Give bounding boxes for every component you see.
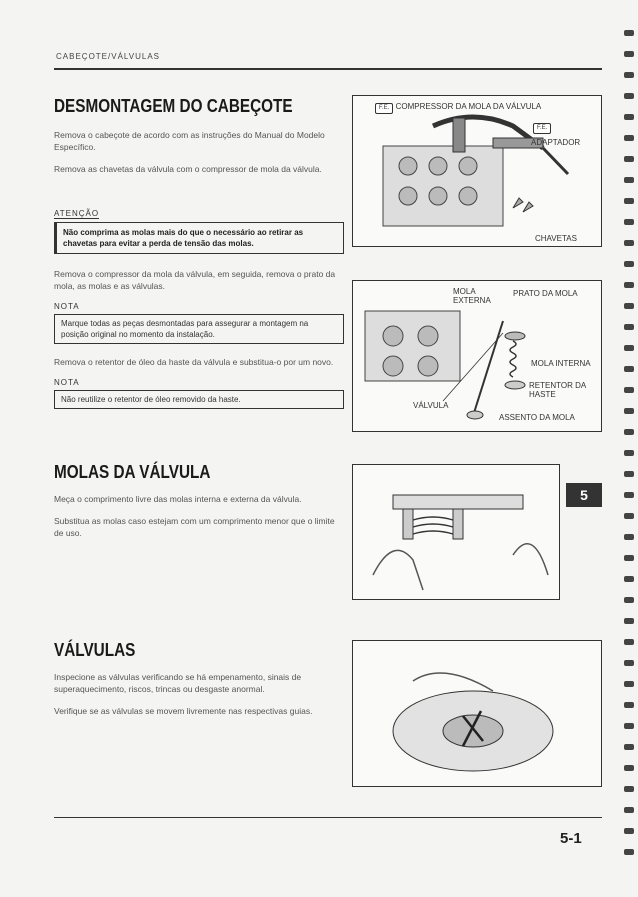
figure-spring-measurement (352, 464, 560, 600)
label-stem-seal: RETENTOR DA HASTE (529, 381, 586, 399)
note-label: NOTA (54, 302, 80, 311)
header-rule (54, 68, 602, 70)
binder-hole (624, 660, 634, 666)
section-valves (54, 640, 344, 727)
binder-hole (624, 219, 634, 225)
warning-label: ATENÇÃO (54, 209, 100, 218)
binder-edge (614, 0, 638, 897)
binder-hole (624, 534, 634, 540)
binder-hole (624, 450, 634, 456)
binder-hole (624, 30, 634, 36)
binder-hole (624, 387, 634, 393)
paragraph: Remova as chavetas da válvula com o compressor de mola da válvula. (54, 164, 322, 174)
section-valve-springs (54, 462, 344, 549)
fe-badge: F.E. (533, 123, 551, 134)
binder-hole (624, 93, 634, 99)
section-title: DESMONTAGEM DO CABEÇOTE (54, 96, 293, 116)
compressor-illustration (353, 96, 601, 246)
label-adapter: ADAPTADOR (531, 138, 581, 147)
binder-hole (624, 555, 634, 561)
binder-hole (624, 114, 634, 120)
label-inner-spring: MOLA INTERNA (531, 359, 591, 368)
binder-hole (624, 765, 634, 771)
binder-hole (624, 681, 634, 687)
binder-hole (624, 240, 634, 246)
label-spring-seat: ASSENTO DA MOLA (499, 413, 575, 422)
binder-hole (624, 261, 634, 267)
label-keys: CHAVETAS (535, 234, 577, 243)
binder-hole (624, 744, 634, 750)
paragraph: Verifique se as válvulas se movem livremente nas respectivas guias. (54, 706, 313, 716)
label-text: COMPRESSOR DA MOLA DA VÁLVULA (395, 102, 542, 111)
figure-valve-exploded (352, 280, 602, 432)
note-box: Marque todas as peças desmontadas para assegurar a montagem na posição original no momento da instalação. (54, 314, 344, 344)
binder-hole (624, 51, 634, 57)
binder-hole (624, 366, 634, 372)
binder-hole (624, 702, 634, 708)
valve-guide-illustration (353, 641, 601, 786)
label-spring-retainer: PRATO DA MOLA (513, 289, 578, 298)
section-title: MOLAS DA VÁLVULA (54, 462, 211, 482)
paragraph: Remova o retentor de óleo da haste da válvula e substitua-o por um novo. (54, 357, 334, 367)
caliper-illustration (353, 465, 559, 599)
binder-hole (624, 471, 634, 477)
paragraph: Substitua as molas caso estejam com um comprimento menor que o limite de uso. (54, 516, 335, 538)
fe-badge-adapter (533, 122, 551, 134)
section-cylinder-head-disassembly (54, 96, 344, 409)
binder-hole (624, 786, 634, 792)
label-valve: VÁLVULA (413, 401, 449, 410)
binder-hole (624, 324, 634, 330)
binder-hole (624, 618, 634, 624)
binder-hole (624, 135, 634, 141)
binder-hole (624, 156, 634, 162)
binder-hole (624, 72, 634, 78)
paragraph: Remova o compressor da mola da válvula, em seguida, remova o prato da mola, as molas e as válvulas. (54, 269, 336, 291)
binder-hole (624, 723, 634, 729)
page-number: 5-1 (560, 830, 582, 847)
figure-valve-spring-compressor (352, 95, 602, 247)
note-box: Não reutilize o retentor de óleo removido da haste. (54, 390, 344, 409)
binder-hole (624, 408, 634, 414)
binder-hole (624, 513, 634, 519)
binder-hole (624, 849, 634, 855)
label-compressor (375, 102, 541, 114)
binder-hole (624, 303, 634, 309)
section-header: CABEÇOTE/VÁLVULAS (56, 52, 160, 61)
paragraph: Remova o cabeçote de acordo com as instruções do Manual do Modelo Específico. (54, 130, 325, 152)
chapter-tab: 5 (566, 483, 602, 507)
footer-rule (54, 817, 602, 818)
warning-box: Não comprima as molas mais do que o necessário ao retirar as chavetas para evitar a perda de tensão das molas. (54, 222, 344, 254)
section-title: VÁLVULAS (54, 640, 136, 660)
fe-badge: F.E. (375, 103, 393, 114)
binder-hole (624, 429, 634, 435)
paragraph: Inspecione as válvulas verificando se há empenamento, sinais de superaquecimento, riscos, trincas ou desgaste anormal. (54, 672, 302, 694)
binder-hole (624, 807, 634, 813)
binder-hole (624, 828, 634, 834)
binder-hole (624, 198, 634, 204)
figure-valve-guide-check (352, 640, 602, 787)
label-outer-spring: MOLA EXTERNA (453, 287, 491, 305)
binder-hole (624, 492, 634, 498)
paragraph: Meça o comprimento livre das molas interna e externa da válvula. (54, 494, 302, 504)
binder-hole (624, 597, 634, 603)
binder-hole (624, 345, 634, 351)
binder-hole (624, 576, 634, 582)
binder-hole (624, 282, 634, 288)
binder-hole (624, 177, 634, 183)
note-label: NOTA (54, 378, 80, 387)
binder-hole (624, 639, 634, 645)
